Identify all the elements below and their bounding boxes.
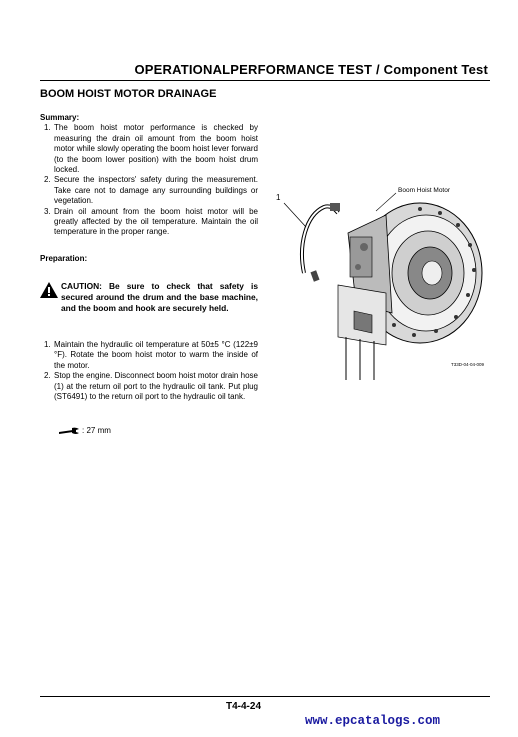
caution-text: CAUTION: Be sure to check that safety is secured around the drum and the base machine, and the boom and hook are securely held. xyxy=(61,281,258,313)
list-item: 1. The boom hoist motor performance is checked by measuring the drain oil amount from the boom hoist motor while slowly operating the boom hoist lever forward (to the boom lower position) with the boom hoist drum locked. xyxy=(44,123,258,175)
list-item: 2. Secure the inspectors' safety during the measurement. Take care not to damage any surrounding buildings or vegetation. xyxy=(44,175,258,206)
wrench-icon xyxy=(58,427,80,435)
page-header: OPERATIONALPERFORMANCE TEST / Component Test xyxy=(134,62,488,77)
summary-block xyxy=(40,113,258,238)
motor-callout: Boom Hoist Motor xyxy=(398,187,451,194)
caution-block xyxy=(40,281,258,314)
figure-id: T33D-04-04-009 xyxy=(451,362,485,367)
wrench-spec xyxy=(58,426,111,435)
list-item: 2. Stop the engine. Disconnect boom hoist motor drain hose (1) at the return oil port to the hydraulic oil tank. Put plug (ST6491) to the return oil port to the hydraulic oil tank. xyxy=(44,371,258,402)
summary-label: Summary: xyxy=(40,113,80,122)
warning-icon xyxy=(40,282,58,301)
preparation-label: Preparation: xyxy=(40,254,88,263)
preparation-block xyxy=(40,254,258,264)
boom-hoist-motor-illustration xyxy=(268,175,490,380)
list-item: 3. Drain oil amount from the boom hoist motor will be greatly affected by the oil temperature. Maintain the oil temperature in the proper range. xyxy=(44,206,258,237)
list-item: 1. Maintain the hydraulic oil temperature at 50±5 °C (122±9 °F). Rotate the boom hoist motor to warm the inside of the motor. xyxy=(44,340,258,370)
motor-figure xyxy=(268,175,490,380)
summary-list xyxy=(40,123,258,237)
footer-divider xyxy=(40,696,490,697)
page-number: T4-4-24 xyxy=(226,701,262,712)
steps-list xyxy=(40,340,258,402)
header-divider xyxy=(40,80,490,81)
section-title: BOOM HOIST MOTOR DRAINAGE xyxy=(40,88,217,100)
watermark-link[interactable]: www.epcatalogs.com xyxy=(305,714,441,728)
steps-block xyxy=(40,340,258,402)
hose-callout: 1 xyxy=(276,193,281,202)
wrench-size: : 27 mm xyxy=(82,426,111,435)
